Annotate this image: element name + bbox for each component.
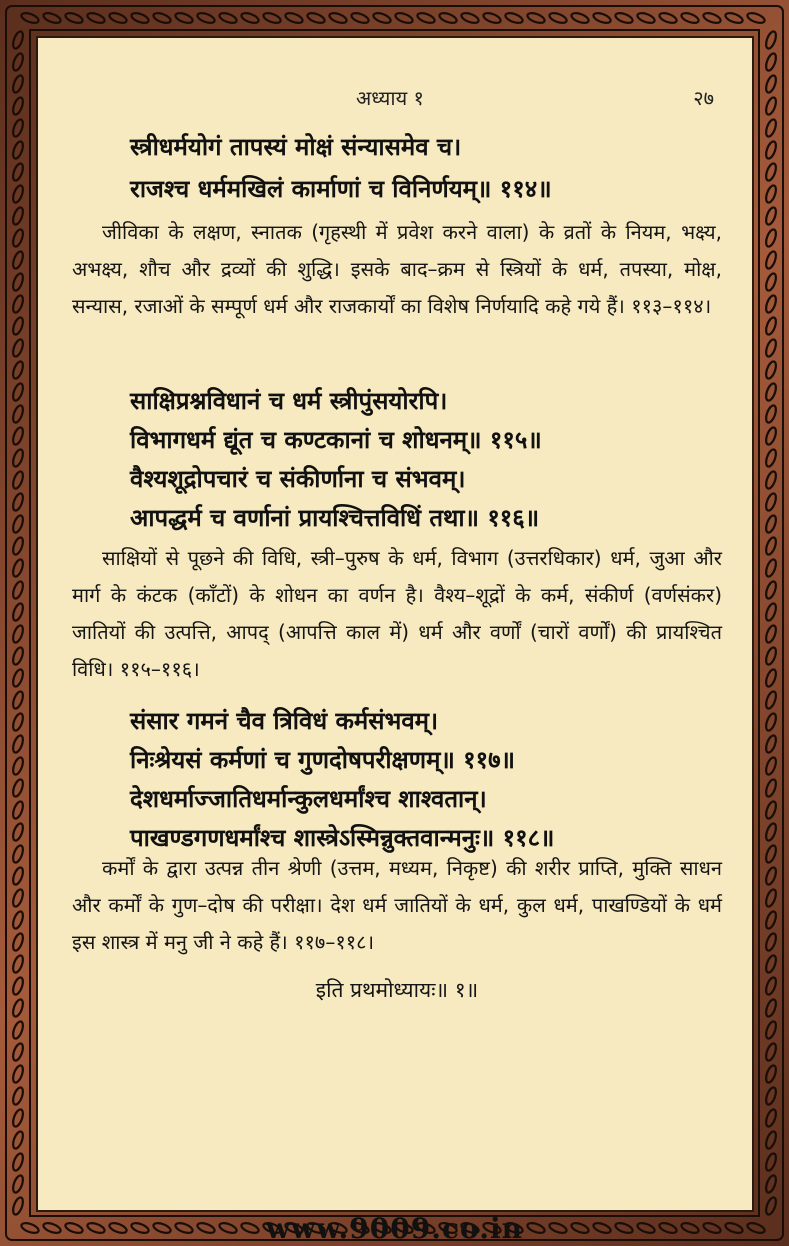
verse-line-text: संसार गमनं चैव त्रिविधं कर्मसंभवम्। [130, 707, 439, 735]
verse-line-text: वैश्यशूद्रोपचारं च संकीर्णाना च संभवम्। [130, 465, 466, 493]
verse-line [130, 743, 660, 776]
verse-line-text: देशधर्माज्जातिधर्मान्कुलधर्मांश्च शाश्वतान्। [130, 785, 487, 813]
commentary-paragraph: कर्मों के द्वारा उत्पन्न तीन श्रेणी (उत्तम, मध्यम, निकृष्ट) की शरीर प्राप्ति, मुक्ति साधन और कर्मों के गुण–दोष की परीक्षा। देश धर्म जातियों के धर्म, कुल धर्म, पाखण्डियों के धर्म इस शास्त्र में मनु जी ने कहे हैं। ११७–११८। [72, 856, 722, 954]
chapter-colophon: इति प्रथमोध्यायः॥ १॥ [315, 978, 479, 1002]
verse-line [130, 462, 660, 495]
page-number: २७ [693, 86, 714, 110]
chapter-label: अध्याय १ [356, 86, 424, 110]
verse-line [130, 423, 660, 456]
verse-line [130, 501, 660, 534]
verse-line-text: निःश्रेयसं कर्मणां च गुणदोषपरीक्षणम्॥ ११७॥ [130, 746, 515, 774]
verse-line-text: साक्षिप्रश्नविधानं च धर्म स्त्रीपुंसयोरपि। [130, 387, 448, 415]
verse-line [130, 704, 660, 737]
verse-line [130, 782, 660, 815]
commentary-paragraph: जीविका के लक्षण, स्नातक (गृहस्थी में प्रवेश करने वाला) के व्रतों के नियम, भक्ष्य, अभक्ष्य, शौच और द्रव्यों की शुद्धि। इसके बाद–क्रम से स्त्रियों के धर्म, तपस्या, मोक्ष, सन्यास, रजाओं के सम्पूर्ण धर्म और राजकार्यों का विशेष निर्णयादि कहे गये हैं। ११३–११४। [72, 220, 722, 318]
verse-line [130, 130, 660, 163]
verse-line-text: आपद्धर्म च वर्णानां प्रायश्चित्तविधिं तथा॥ ११६॥ [130, 504, 540, 532]
verse-line-text: स्त्रीधर्मयोगं तापस्यं मोक्षं संन्यासमेव च। [130, 133, 462, 161]
verse-line-text: पाखण्डगणधर्मांश्च शास्त्रेऽस्मिन्नुक्तवान्मनुः॥ ११८॥ [130, 824, 555, 852]
verse-line-text: राजश्च धर्ममखिलं कार्माणां च विनिर्णयम्॥ ११४॥ [130, 175, 552, 203]
page-content [36, 36, 754, 1212]
page-header [38, 84, 756, 114]
commentary-paragraph: साक्षियों से पूछने की विधि, स्त्री–पुरुष के धर्म, विभाग (उत्तरधिकार) धर्म, जुआ और मार्ग के कंटक (काँटों) के शोधन का वर्णन है। वैश्य–शूद्रों के कर्म, संकीर्ण (वर्णसंकर) जातियों की उत्पत्ति, आपद् (आपत्ति काल में) धर्म और वर्णों (चारों वर्णों) की प्रायश्चित विधि। ११५–११६। [72, 546, 722, 681]
verse-line [130, 384, 660, 417]
verse-line [130, 172, 660, 205]
website-url-watermark: www.9009.co.in [266, 1212, 523, 1245]
verse-line-text: विभागधर्म द्यूंत च कण्टकानां च शोधनम्॥ ११५॥ [130, 426, 542, 454]
